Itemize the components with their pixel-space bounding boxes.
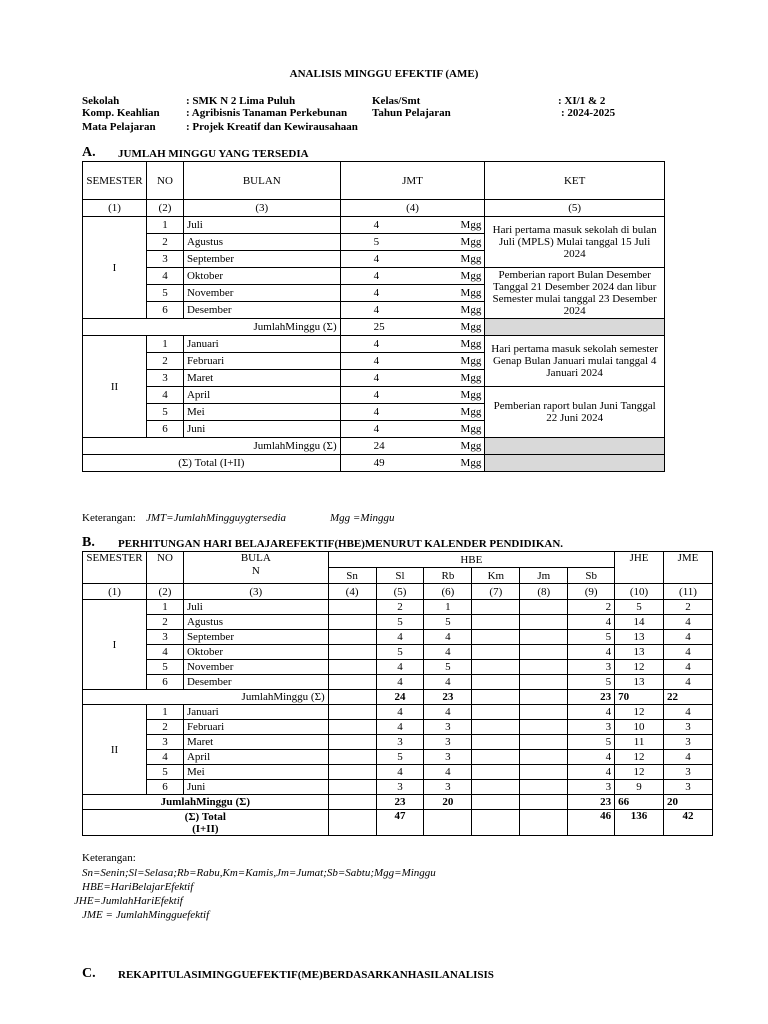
cell-jme: 4 [664,615,713,630]
table-row [83,217,665,234]
grand-total-row [83,810,713,836]
cell-sn [328,675,376,690]
row-no: 1 [146,705,183,720]
cell-km [472,720,520,735]
row-no: 1 [146,336,183,353]
cell-sn [328,615,376,630]
header-day: Sb [568,568,615,584]
cell-jm [520,780,568,795]
row-jmt: 4 Mgg [340,285,485,302]
row-month: Mei [183,765,328,780]
cell-jhe: 13 [615,630,664,645]
cell-jme: 3 [664,765,713,780]
grand-km [472,810,520,836]
row-no: 6 [146,421,183,438]
row-month: Desember [183,302,340,319]
total-jhe: 70 [615,690,664,705]
cell-jm [520,630,568,645]
table-minggu-tersedia [82,161,665,472]
cell-sb: 5 [568,675,615,690]
total-label: JumlahMinggu (Σ) [83,690,329,705]
colnum: (1) [83,200,147,217]
cell-sl: 4 [376,660,424,675]
cell-sb: 3 [568,720,615,735]
section-c-title: REKAPITULASIMINGGUEFEKTIF(ME)BERDASARKANHASILANALISIS [118,969,494,981]
cell-jme: 2 [664,600,713,615]
cell-rb: 4 [424,675,472,690]
header-hbe: HBE [328,552,614,568]
colnum: (4) [328,584,376,600]
row-no: 2 [146,353,183,370]
table-row [83,735,713,750]
mapel-value: : Projek Kreatif dan Kewirausahaan [186,121,358,133]
cell-km [472,660,520,675]
cell-jm [520,615,568,630]
cell-sl: 4 [376,705,424,720]
cell-jhe: 12 [615,750,664,765]
cell-jhe: 14 [615,615,664,630]
row-month: September [183,251,340,268]
row-no: 5 [146,660,183,675]
total-jm [520,795,568,810]
header-no: NO [146,552,183,584]
table-row [83,615,713,630]
gray-cell [485,455,665,472]
row-month: Juni [183,421,340,438]
cell-km [472,615,520,630]
grand-rb [424,810,472,836]
table-row [83,660,713,675]
table-row [83,780,713,795]
komp-label: Komp. Keahlian [82,107,160,119]
header-bulan: BULA N [183,552,328,584]
cell-rb: 4 [424,645,472,660]
note-a-jmt: JMT=JumlahMingguygtersedia [146,512,287,524]
cell-jm [520,720,568,735]
table-row [83,645,713,660]
colnum: (4) [340,200,485,217]
header-day: Km [472,568,520,584]
row-no: 3 [146,251,183,268]
cell-km [472,735,520,750]
colnum: (8) [520,584,568,600]
total-sl: 23 [376,795,424,810]
row-no: 1 [146,217,183,234]
cell-sl: 4 [376,765,424,780]
colnum: (5) [485,200,665,217]
cell-km [472,765,520,780]
cell-jhe: 13 [615,675,664,690]
cell-jm [520,645,568,660]
cell-rb: 3 [424,720,472,735]
cell-jm [520,765,568,780]
table-row [83,765,713,780]
note-b-jhe: JHE=JumlahHariEfektif [74,895,183,907]
total-jme: 20 [664,795,713,810]
header-bulan: BULAN [183,162,340,200]
cell-sb: 3 [568,780,615,795]
grand-sn [328,810,376,836]
row-month: November [183,285,340,302]
colnum: (1) [83,584,147,600]
cell-km [472,630,520,645]
row-no: 4 [146,387,183,404]
cell-sb: 4 [568,750,615,765]
cell-sn [328,660,376,675]
ket-cell: Hari pertama masuk sekolah semester Genap Bulan Januari mulai tanggal 4 Januari 2024 [485,336,665,387]
cell-sb: 4 [568,615,615,630]
row-month: Januari [183,336,340,353]
table-row [83,750,713,765]
colnum: (5) [376,584,424,600]
total-sn [328,795,376,810]
colnum: (11) [664,584,713,600]
grand-total-label: (Σ) Total (I+II) [83,810,329,836]
grand-jm [520,810,568,836]
section-a-letter: A. [82,145,96,160]
row-jmt: 4 Mgg [340,217,485,234]
cell-sl: 5 [376,615,424,630]
cell-km [472,645,520,660]
cell-jme: 3 [664,780,713,795]
note-a-label: Keterangan: [82,512,136,524]
header-jme: JME [664,552,713,584]
row-month: Maret [183,370,340,387]
row-month: Oktober [183,268,340,285]
cell-sn [328,750,376,765]
table-row [83,600,713,615]
cell-jme: 4 [664,675,713,690]
cell-rb: 4 [424,705,472,720]
kelas-label: Kelas/Smt [372,95,421,107]
row-month: Mei [183,404,340,421]
cell-km [472,780,520,795]
total-label: JumlahMinggu (Σ) [83,319,341,336]
cell-rb: 4 [424,630,472,645]
row-month: Februari [183,353,340,370]
cell-sb: 2 [568,600,615,615]
cell-rb: 1 [424,600,472,615]
table-row [83,720,713,735]
cell-jhe: 13 [615,645,664,660]
grand-sb: 46 [568,810,615,836]
cell-sl: 5 [376,645,424,660]
row-jmt: 4 Mgg [340,268,485,285]
total-jhe: 66 [615,795,664,810]
cell-jm [520,675,568,690]
table-row [83,268,665,285]
grand-sl: 47 [376,810,424,836]
cell-jme: 4 [664,645,713,660]
row-no: 5 [146,285,183,302]
header-day: Jm [520,568,568,584]
cell-jhe: 9 [615,780,664,795]
cell-jme: 3 [664,735,713,750]
row-no: 5 [146,765,183,780]
gray-cell [485,438,665,455]
row-month: Oktober [183,645,328,660]
total-km [472,690,520,705]
grand-total-row [83,455,665,472]
cell-jhe: 12 [615,705,664,720]
header-jmt: JMT [340,162,485,200]
cell-rb: 5 [424,660,472,675]
table-row [83,336,665,353]
cell-sl: 4 [376,675,424,690]
total-row [83,438,665,455]
row-month: Januari [183,705,328,720]
row-jmt: 4 Mgg [340,251,485,268]
cell-jme: 4 [664,750,713,765]
row-no: 6 [146,675,183,690]
row-jmt: 4 Mgg [340,387,485,404]
total-row [83,319,665,336]
cell-sn [328,645,376,660]
cell-jhe: 10 [615,720,664,735]
cell-sb: 4 [568,765,615,780]
cell-km [472,675,520,690]
row-no: 6 [146,302,183,319]
cell-jme: 4 [664,705,713,720]
cell-sb: 4 [568,645,615,660]
note-b-jme: JME = JumlahMingguefektif [82,909,210,921]
semester-label: II [83,705,147,795]
cell-sn [328,780,376,795]
row-no: 4 [146,268,183,285]
total-sb: 23 [568,690,615,705]
row-month: Desember [183,675,328,690]
table-row [83,630,713,645]
section-a-title: JUMLAH MINGGU YANG TERSEDIA [118,148,309,160]
row-no: 3 [146,735,183,750]
header-day: Sn [328,568,376,584]
row-no: 4 [146,750,183,765]
colnum: (10) [615,584,664,600]
row-month: Agustus [183,234,340,251]
colnum: (2) [146,200,183,217]
cell-sl: 4 [376,630,424,645]
cell-km [472,600,520,615]
header-semester: SEMESTER [83,162,147,200]
note-b-label: Keterangan: [82,852,136,864]
row-jmt: 4 Mgg [340,353,485,370]
cell-sb: 5 [568,735,615,750]
row-month: Juni [183,780,328,795]
total-jm [520,690,568,705]
cell-sn [328,720,376,735]
cell-km [472,705,520,720]
row-month: November [183,660,328,675]
table-hbe [82,551,713,836]
grand-jhe: 136 [615,810,664,836]
row-no: 2 [146,234,183,251]
section-b-title: PERHITUNGAN HARI BELAJAREFEKTIF(HBE)MENURUT KALENDER PENDIDIKAN. [118,538,564,550]
row-month: Februari [183,720,328,735]
semester-label: II [83,336,147,438]
note-b-days: Sn=Senin;Sl=Selasa;Rb=Rabu,Km=Kamis,Jm=Jumat;Sb=Sabtu;Mgg=Minggu [82,867,436,879]
row-jmt: 5 Mgg [340,234,485,251]
cell-sb: 4 [568,705,615,720]
grand-total-label: (Σ) Total (I+II) [83,455,341,472]
colnum: (9) [568,584,615,600]
colnum: (7) [472,584,520,600]
row-month: April [183,750,328,765]
total-km [472,795,520,810]
cell-rb: 4 [424,765,472,780]
row-jmt: 4 Mgg [340,421,485,438]
cell-sb: 5 [568,630,615,645]
semester-label: I [83,217,147,319]
row-no: 3 [146,630,183,645]
row-month: September [183,630,328,645]
colnum: (3) [183,200,340,217]
cell-sn [328,630,376,645]
cell-jme: 3 [664,720,713,735]
cell-rb: 5 [424,615,472,630]
cell-sl: 3 [376,780,424,795]
total-row [83,795,713,810]
row-no: 2 [146,615,183,630]
cell-sl: 4 [376,720,424,735]
row-no: 4 [146,645,183,660]
header-ket: KET [485,162,665,200]
row-month: Juli [183,600,328,615]
cell-rb: 3 [424,735,472,750]
mapel-label: Mata Pelajaran [82,121,156,133]
total-jmt: 24 Mgg [340,438,485,455]
cell-jm [520,750,568,765]
cell-sn [328,600,376,615]
row-month: Agustus [183,615,328,630]
cell-jm [520,600,568,615]
grand-jme: 42 [664,810,713,836]
header-day: Rb [424,568,472,584]
cell-sl: 3 [376,735,424,750]
row-no: 3 [146,370,183,387]
tahun-value: : 2024-2025 [561,107,616,119]
total-rb: 20 [424,795,472,810]
gray-cell [485,319,665,336]
section-c-letter: C. [82,966,96,981]
cell-sl: 5 [376,750,424,765]
section-b-letter: B. [82,535,95,550]
note-b-hbe: HBE=HariBelajarEfektif [82,881,194,893]
total-label: JumlahMinggu (Σ) [83,795,329,810]
grand-total-jmt: 49 Mgg [340,455,485,472]
cell-sn [328,705,376,720]
cell-rb: 3 [424,750,472,765]
table-row [83,387,665,404]
cell-jhe: 12 [615,660,664,675]
cell-jhe: 5 [615,600,664,615]
row-no: 2 [146,720,183,735]
ket-cell: Hari pertama masuk sekolah di bulan Juli (MPLS) Mulai tanggal 15 Juli 2024 [485,217,665,268]
row-no: 5 [146,404,183,421]
row-no: 6 [146,780,183,795]
tahun-label: Tahun Pelajaran [372,107,451,119]
cell-sn [328,735,376,750]
kelas-value: : XI/1 & 2 [558,95,606,107]
header-semester: SEMESTER [83,552,147,584]
cell-jhe: 12 [615,765,664,780]
note-a-mgg: Mgg =Minggu [330,512,395,524]
semester-label: I [83,600,147,690]
ket-cell: Pemberian raport bulan Juni Tanggal 22 Juni 2024 [485,387,665,438]
row-jmt: 4 Mgg [340,302,485,319]
cell-sb: 3 [568,660,615,675]
header-jhe: JHE [615,552,664,584]
header-day: Sl [376,568,424,584]
total-sb: 23 [568,795,615,810]
cell-jhe: 11 [615,735,664,750]
cell-sn [328,765,376,780]
header-no: NO [146,162,183,200]
total-sn [328,690,376,705]
colnum: (6) [424,584,472,600]
cell-jm [520,735,568,750]
row-month: Juli [183,217,340,234]
total-label: JumlahMinggu (Σ) [83,438,341,455]
table-row [83,705,713,720]
total-jmt: 25 Mgg [340,319,485,336]
ket-cell: Pemberian raport Bulan Desember Tanggal 21 Desember 2024 dan libur Semester mulai tanggal 23 Desember 2024 [485,268,665,319]
komp-value: : Agribisnis Tanaman Perkebunan [186,107,348,119]
row-jmt: 4 Mgg [340,336,485,353]
total-row [83,690,713,705]
table-row [83,675,713,690]
cell-sl: 2 [376,600,424,615]
cell-jme: 4 [664,630,713,645]
cell-jm [520,705,568,720]
colnum: (2) [146,584,183,600]
total-sl: 24 [376,690,424,705]
total-rb: 23 [424,690,472,705]
sekolah-value: : SMK N 2 Lima Puluh [186,95,296,107]
sekolah-label: Sekolah [82,95,120,107]
row-jmt: 4 Mgg [340,370,485,387]
total-jme: 22 [664,690,713,705]
row-month: Maret [183,735,328,750]
cell-km [472,750,520,765]
colnum: (3) [183,584,328,600]
document-title: ANALISIS MINGGU EFEKTIF (AME) [289,68,479,80]
row-month: April [183,387,340,404]
row-no: 1 [146,600,183,615]
cell-jme: 4 [664,660,713,675]
cell-rb: 3 [424,780,472,795]
cell-jm [520,660,568,675]
row-jmt: 4 Mgg [340,404,485,421]
